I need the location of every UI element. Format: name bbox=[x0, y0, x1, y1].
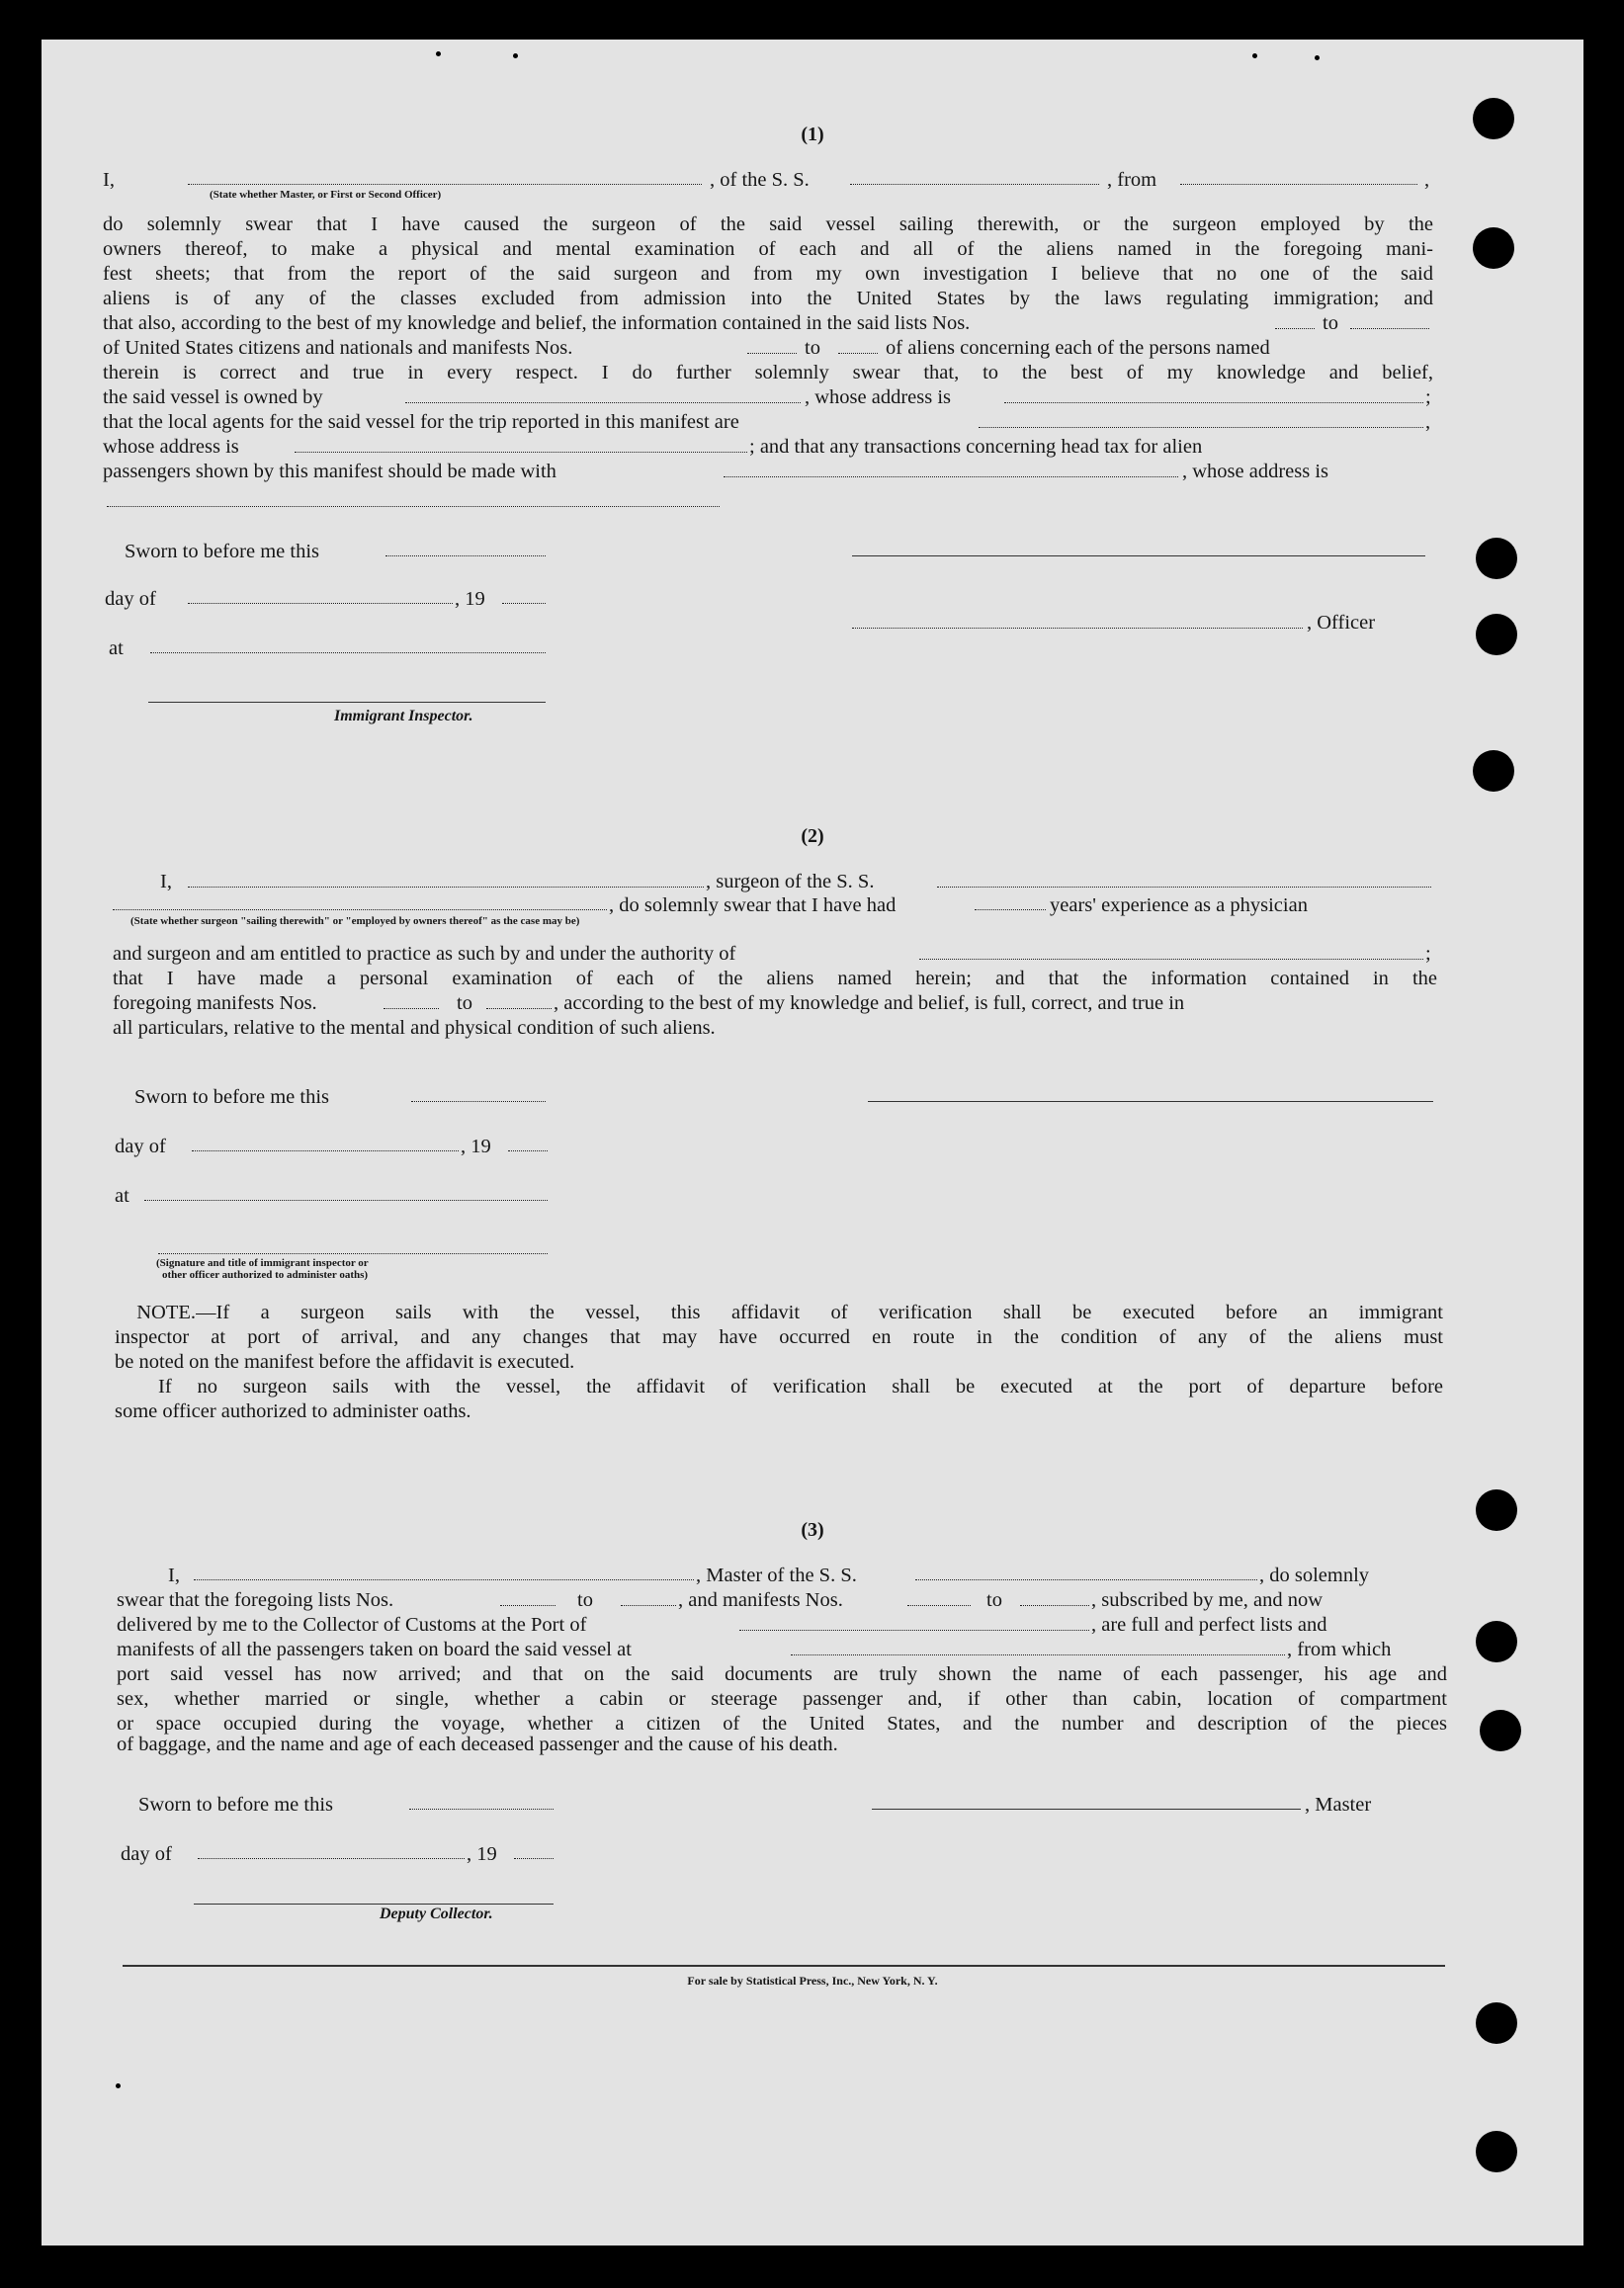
s1-l11a: whose address is bbox=[103, 436, 239, 458]
head-tax-blank[interactable] bbox=[724, 476, 1178, 477]
s3-line: sex, whether married or single, whether a cabin or steerage passenger and, if other than cabin, location of compartment bbox=[117, 1688, 1447, 1710]
s3-l2c: , and manifests Nos. bbox=[678, 1589, 843, 1611]
section-3-number: (3) bbox=[801, 1519, 824, 1541]
s1-day-blank[interactable] bbox=[188, 603, 453, 604]
s3-vessel-blank[interactable] bbox=[915, 1579, 1257, 1580]
s2-year: , 19 bbox=[461, 1136, 491, 1157]
s3-master-label: , Master of the S. S. bbox=[696, 1565, 857, 1586]
s1-l9c: ; bbox=[1425, 386, 1431, 408]
s1-l12a: passengers shown by this manifest should be made with bbox=[103, 461, 556, 482]
s2-l5c: , according to the best of my knowledge and belief, is full, correct, and true in bbox=[554, 992, 1185, 1014]
note-text: —If a surgeon sails with the vessel, this affidavit of verification shall be executed before an immigrant bbox=[196, 1302, 1443, 1323]
s3-day-blank[interactable] bbox=[198, 1858, 465, 1859]
s2-day-of: day of bbox=[115, 1136, 166, 1157]
s3-year: , 19 bbox=[467, 1843, 497, 1865]
punch-hole bbox=[1476, 2002, 1517, 2044]
speck bbox=[436, 51, 441, 56]
s1-l6a: that also, according to the best of my knowledge and belief, the information contained in the said lists Nos. bbox=[103, 312, 971, 334]
surgeon-name-blank[interactable] bbox=[188, 887, 704, 888]
punch-hole bbox=[1476, 538, 1517, 579]
note-line: inspector at port of arrival, and any changes that may have occurred en route in the condition of any of the aliens must bbox=[115, 1326, 1443, 1348]
s3-l2a: swear that the foregoing lists Nos. bbox=[117, 1589, 394, 1611]
s2-l2b: years' experience as a physician bbox=[1050, 894, 1308, 916]
s2-from-blank[interactable] bbox=[384, 1008, 439, 1009]
s2-l3b: ; bbox=[1425, 943, 1431, 965]
s3-sworn-blank[interactable] bbox=[409, 1809, 554, 1810]
s3-l4a: manifests of all the passengers taken on board the said vessel at bbox=[117, 1639, 632, 1660]
section-1-number: (1) bbox=[801, 124, 824, 145]
manifests-to-blank[interactable] bbox=[838, 353, 878, 354]
s1-l9b: , whose address is bbox=[805, 386, 952, 408]
s3-lists-from[interactable] bbox=[500, 1605, 556, 1606]
s2-day-blank[interactable] bbox=[192, 1150, 459, 1151]
s2-sig-note: other officer authorized to administer oaths) bbox=[162, 1269, 369, 1281]
s2-l5a: foregoing manifests Nos. bbox=[113, 992, 317, 1014]
s2-line: that I have made a personal examination of each of the aliens named herein; and that the information contained in the bbox=[113, 968, 1437, 989]
s1-l10b: , bbox=[1425, 411, 1431, 433]
punch-hole bbox=[1473, 227, 1514, 269]
speck bbox=[513, 53, 518, 58]
s1-vessel-blank[interactable] bbox=[850, 184, 1099, 185]
note-line bbox=[115, 1301, 1443, 1325]
s2-sworn: Sworn to before me this bbox=[134, 1086, 329, 1108]
s1-sworn: Sworn to before me this bbox=[125, 541, 319, 562]
s2-vessel-blank[interactable] bbox=[937, 887, 1431, 888]
s2-l3a: and surgeon and am entitled to practice as such by and under the authority of bbox=[113, 943, 736, 965]
s1-l7c: of aliens concerning each of the persons named bbox=[886, 337, 1270, 359]
s1-day-of: day of bbox=[105, 588, 156, 610]
s1-line: owners thereof, to make a physical and mental examination of each and all of the aliens named in the foregoing mani- bbox=[103, 238, 1433, 260]
owner-blank[interactable] bbox=[405, 402, 801, 403]
s1-l12b: , whose address is bbox=[1182, 461, 1329, 482]
manifest-affidavit-page bbox=[42, 40, 1583, 2246]
s3-deputy: Deputy Collector. bbox=[380, 1906, 493, 1922]
s3-l2d: to bbox=[986, 1589, 1002, 1611]
s2-l5b: to bbox=[457, 992, 472, 1014]
manifests-from-blank[interactable] bbox=[747, 353, 797, 354]
s1-at-blank[interactable] bbox=[150, 652, 546, 653]
lists-to-blank[interactable] bbox=[1350, 328, 1429, 329]
s2-sworn-blank[interactable] bbox=[411, 1101, 546, 1102]
s3-day-of: day of bbox=[121, 1843, 172, 1865]
s1-line: therein is correct and true in every respect. I do further solemnly swear that, to the best of my knowledge and belief, bbox=[103, 362, 1433, 383]
s3-sworn: Sworn to before me this bbox=[138, 1794, 333, 1816]
s3-l3a: delivered by me to the Collector of Customs at the Port of bbox=[117, 1614, 587, 1636]
s1-l7b: to bbox=[805, 337, 820, 359]
master-signature-line[interactable] bbox=[872, 1809, 1301, 1810]
punch-hole bbox=[1476, 2131, 1517, 2172]
s1-l6b: to bbox=[1323, 312, 1338, 334]
surgeon-signature-line[interactable] bbox=[868, 1101, 1433, 1102]
s3-l2b: to bbox=[577, 1589, 593, 1611]
s3-year-blank[interactable] bbox=[514, 1858, 554, 1859]
s1-from-label: , from bbox=[1107, 169, 1157, 191]
s3-lists-to[interactable] bbox=[621, 1605, 676, 1606]
s1-at: at bbox=[109, 637, 124, 659]
section-2-number: (2) bbox=[801, 825, 824, 847]
inspector-signature-line[interactable] bbox=[148, 702, 546, 703]
s3-line: of baggage, and the name and age of each deceased passenger and the cause of his death. bbox=[117, 1734, 838, 1755]
s1-l7a: of United States citizens and nationals and manifests Nos. bbox=[103, 337, 573, 359]
s2-year-blank[interactable] bbox=[508, 1150, 548, 1151]
port-blank[interactable] bbox=[739, 1630, 1089, 1631]
s1-comma: , bbox=[1424, 169, 1430, 191]
punch-hole bbox=[1473, 750, 1514, 792]
s2-surgeon-label: , surgeon of the S. S. bbox=[706, 871, 875, 892]
owner-address-blank[interactable] bbox=[1004, 402, 1423, 403]
s1-line: fest sheets; that from the report of the said surgeon and from my own investigation I believe that no one of the said bbox=[103, 263, 1433, 285]
printer-footer: For sale by Statistical Press, Inc., New York, N. Y. bbox=[687, 1974, 938, 1988]
s1-from-blank[interactable] bbox=[1180, 184, 1417, 185]
s3-i: I, bbox=[168, 1565, 180, 1586]
note-label: NOTE. bbox=[136, 1302, 196, 1323]
s3-l4b: , from which bbox=[1287, 1639, 1392, 1660]
deputy-signature-line[interactable] bbox=[194, 1904, 554, 1905]
s3-line: or space occupied during the voyage, whether a citizen of the United States, and the number and description of the pieces bbox=[117, 1713, 1447, 1735]
s1-ss-label: , of the S. S. bbox=[710, 169, 810, 191]
agents-address-blank[interactable] bbox=[295, 452, 747, 453]
punch-hole bbox=[1476, 614, 1517, 655]
s1-l9a: the said vessel is owned by bbox=[103, 386, 323, 408]
s1-line: do solemnly swear that I have caused the surgeon of the said vessel sailing therewith, or the surgeon employed by the bbox=[103, 213, 1433, 235]
s1-inspector: Immigrant Inspector. bbox=[334, 708, 473, 724]
s1-l11b: ; and that any transactions concerning head tax for alien bbox=[749, 436, 1203, 458]
speck bbox=[1252, 53, 1257, 58]
s3-l2e: , subscribed by me, and now bbox=[1091, 1589, 1323, 1611]
s3-l3b: , are full and perfect lists and bbox=[1091, 1614, 1327, 1636]
s2-inspector-signature-line[interactable] bbox=[158, 1253, 548, 1254]
note-line: If no surgeon sails with the vessel, the affidavit of verification shall be executed at the port of departure before bbox=[158, 1376, 1443, 1398]
s3-master: , Master bbox=[1305, 1794, 1372, 1816]
footer-rule bbox=[123, 1965, 1445, 1967]
s3-line: port said vessel has now arrived; and that on the said documents are truly shown the name of each passenger, his age and bbox=[117, 1663, 1447, 1685]
head-tax-address-blank[interactable] bbox=[107, 506, 720, 507]
punch-hole bbox=[1476, 1621, 1517, 1662]
note-line: some officer authorized to administer oaths. bbox=[115, 1400, 471, 1422]
s2-sig-note: (Signature and title of immigrant inspector or bbox=[156, 1257, 369, 1269]
s2-i: I, bbox=[160, 871, 172, 892]
surgeon-status-blank[interactable] bbox=[113, 909, 607, 910]
authority-blank[interactable] bbox=[919, 959, 1423, 960]
s2-at-blank[interactable] bbox=[144, 1200, 548, 1201]
embark-port-blank[interactable] bbox=[791, 1654, 1285, 1655]
speck bbox=[116, 2083, 121, 2088]
s1-year-blank[interactable] bbox=[502, 603, 546, 604]
officer-signature-line[interactable] bbox=[852, 555, 1425, 556]
s1-line: aliens is of any of the classes excluded from admission into the United States by the laws regulating immigration; and bbox=[103, 288, 1433, 309]
surgeon-note: (State whether surgeon "sailing therewith" or "employed by owners thereof" as the case may be) bbox=[130, 915, 580, 927]
s3-manifests-to[interactable] bbox=[1020, 1605, 1089, 1606]
officer-title-blank[interactable] bbox=[852, 628, 1303, 629]
s1-sworn-blank[interactable] bbox=[385, 555, 546, 556]
master-name-blank[interactable] bbox=[188, 184, 702, 185]
note-line: be noted on the manifest before the affidavit is executed. bbox=[115, 1351, 575, 1373]
s2-at: at bbox=[115, 1185, 129, 1207]
s2-l2a: , do solemnly swear that I have had bbox=[609, 894, 897, 916]
s3-manifests-from[interactable] bbox=[907, 1605, 971, 1606]
s2-l6: all particulars, relative to the mental and physical condition of such aliens. bbox=[113, 1017, 716, 1039]
s3-master-blank[interactable] bbox=[194, 1579, 694, 1580]
s1-year: , 19 bbox=[455, 588, 485, 610]
master-note: (State whether Master, or First or Second Officer) bbox=[210, 189, 442, 201]
agents-blank[interactable] bbox=[979, 427, 1423, 428]
s3-l1-end: , do solemnly bbox=[1259, 1565, 1370, 1586]
speck bbox=[1315, 55, 1320, 60]
s2-to-blank[interactable] bbox=[486, 1008, 552, 1009]
s1-i: I, bbox=[103, 169, 115, 191]
s1-officer: , Officer bbox=[1307, 612, 1376, 634]
lists-from-blank[interactable] bbox=[1275, 328, 1315, 329]
s1-l10a: that the local agents for the said vessel for the trip reported in this manifest are bbox=[103, 411, 739, 433]
punch-hole bbox=[1480, 1710, 1521, 1751]
years-blank[interactable] bbox=[975, 909, 1046, 910]
